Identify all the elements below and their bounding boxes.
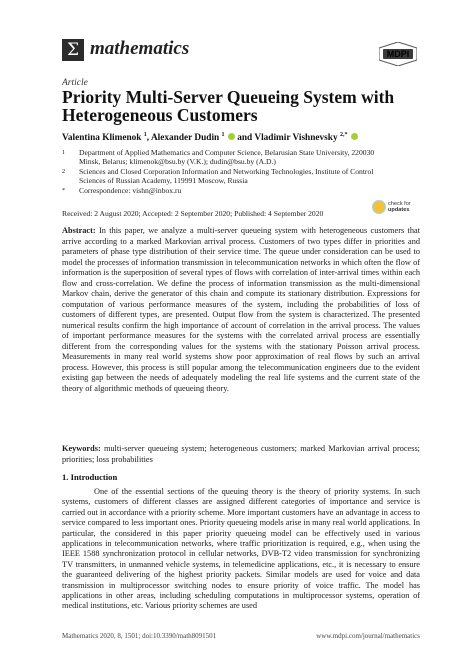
- check-for-updates-label: check for updates: [388, 201, 411, 214]
- affiliation-text: Department of Applied Mathematics and Computer Science, Belarusian State University, 220030 Minsk, Belarus; klimenok@bsu.by (V.K.); dudin@bsu.by (A.D.): [79, 148, 375, 166]
- publication-dates: Received: 2 August 2020; Accepted: 2 September 2020; Published: 4 September 2020: [62, 209, 324, 218]
- affiliation-2: [62, 167, 382, 185]
- author-affiliation-mark: 1: [221, 132, 225, 138]
- author-list: Valentina Klimenok $^1$, Alexander Dudin $^1$ and Vladimir Vishnevsky $^{2,*}$: [62, 132, 358, 143]
- affiliation-text: Correspondence: vishn@inbox.ru: [79, 186, 182, 195]
- footer-citation: Mathematics 2020, 8, 1501; doi:10.3390/math8091501: [62, 632, 217, 640]
- keywords: [62, 444, 420, 465]
- mdpi-logo-text: MDPI: [386, 49, 410, 59]
- footer-journal-url[interactable]: www.mdpi.com/journal/mathematics: [316, 632, 420, 640]
- orcid-icon[interactable]: [228, 133, 235, 140]
- page-footer: [62, 632, 420, 640]
- journal-logo-icon: Σ: [62, 39, 84, 61]
- abstract: [62, 226, 420, 394]
- affiliation-text: Sciences and Closed Corporation Information and Networking Technologies, Institute of Control Sciences of Russian Academy, 119991 Moscow, Russia: [79, 167, 374, 185]
- correspondence: [62, 186, 382, 195]
- check-for-updates-icon: [372, 200, 386, 214]
- abstract-text: In this paper, we analyze a multi-server queueing system with heterogeneous customers that arrive according to a marked Markovian arrival process. Customers of two types differ in priorities and parameters of phase type distribution of their service time. The queue under consideration can be used to model the processes of information transmission in telecommunication networks in which often the flow of information is the superposition of several types of flows with correlation of inter-arrival times within each flow and cross-correlation. We define the process of information transmission as the multi-dimensional Markov chain, derive the generator of this chain and compute its stationary distribution. Expressions for computation of various performance measures of the system, including the probabilities of loss of customers of different types, are presented. Output flow from the system is characterized. The presented numerical results confirm the high importance of account of correlation in the arrival process. The values of important performance measures for the systems with the correlated arrival process are essentially different from the corresponding values for the systems with the stationary Poisson arrival process. Measurements in many real world systems show poor approximation of real flows by such an arrival process. However, this process is still popular among the telecommunication engineers due to the evident existing gap between the needs of adequately modeling the real life systems and the current state of the theory of algorithmic methods of queueing theory.: [62, 226, 420, 393]
- affiliation-number: *: [62, 187, 66, 194]
- paper-title: Priority Multi-Server Queueing System with Heterogeneous Customers: [62, 87, 395, 125]
- mdpi-logo-icon: [379, 42, 417, 71]
- introduction-text: One of the essential sections of the queuing theory is the theory of priority systems. In such systems, customers of different classes are assigned different categories of importance and service is carried out in accordance with a priority scheme. More important customers have an advantage in access to service compared to less important ones. Priority queueing models arise in many real world applications. In particular, the considered in this paper priority queueing model can be effectively used in various applications in telecommunication networks, where traffic prioritization is required, e.g., when using the IEEE 1588 synchronization protocol in cellular networks, DVB-T2 video transmission for synchronizing TV transmitters, in unmanned vehicle systems, in telemedicine applications, etc., it is necessary to ensure the guaranteed delivering of the highest priority packets. Similar models are used for voice and data transmission in multiprocessor switching nodes to ensure priority of voice traffic. The model has applications in other areas, including scheduling computations in multiprocessor systems, operation of medical institutions, etc. Various priority schemes are used: [62, 487, 420, 611]
- keywords-label: Keywords:: [62, 444, 101, 453]
- article-type: Article: [62, 78, 88, 88]
- affiliation-number: 2: [62, 168, 66, 175]
- orcid-icon[interactable]: [351, 133, 358, 140]
- keywords-text: multi-server queueing system; heterogeneous customers; marked Markovian arrival process; priorities; loss probabilities: [62, 444, 420, 464]
- affiliation-number: 1: [62, 149, 66, 156]
- abstract-label: Abstract:: [62, 226, 96, 235]
- author-name: Alexander Dudin: [150, 133, 220, 144]
- author-name: Valentina Klimenok: [62, 133, 142, 144]
- section-heading: 1. Introduction: [62, 472, 118, 482]
- journal-name: mathematics: [90, 38, 190, 59]
- check-for-updates-button[interactable]: [372, 200, 418, 216]
- affiliation-1: [62, 148, 382, 166]
- author-affiliation-mark: 2,*: [339, 132, 348, 138]
- author-name: and Vladimir Vishnevsky: [237, 133, 338, 144]
- author-affiliation-mark: 1: [143, 132, 147, 138]
